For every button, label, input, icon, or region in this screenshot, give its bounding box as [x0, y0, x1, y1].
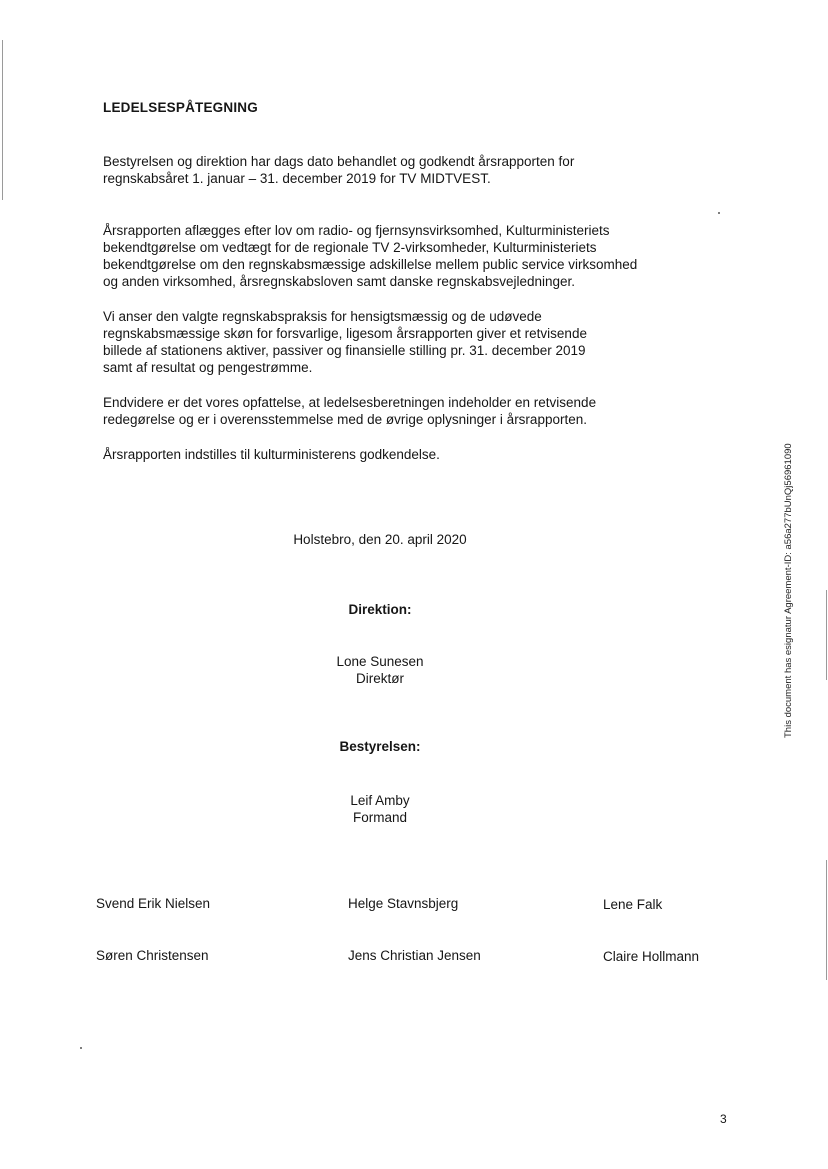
direction-heading: Direktion:: [348, 602, 412, 617]
board-member: Jens Christian Jensen: [348, 948, 481, 963]
board-chair-name: Leif Amby: [350, 793, 410, 808]
board-member: Lene Falk: [603, 897, 663, 912]
scan-edge-right-lower: [826, 860, 827, 980]
board-member: Svend Erik Nielsen: [96, 896, 211, 911]
paragraph-approval: Bestyrelsen og direktion har dags dato behandlet og godkendt årsrapporten for regnskabsåret 1. januar – 31. december 2019 for TV MIDTVEST.: [103, 154, 575, 186]
paragraph-recommendation: Årsrapporten indstilles til kulturministerens godkendelse.: [103, 447, 440, 462]
direction-role: Direktør: [356, 671, 404, 686]
paragraph-legal-basis: Årsrapporten aflægges efter lov om radio- og fjernsynsvirksomhed, Kulturministeriets bekendtgørelse om vedtægt for de regionale TV 2-virksomheder, Kulturministeriets bekendtgørelse om den regnskabsmæssige adskillelse mellem public service virksomhed og anden virksomhed, årsregnskabsloven samt danske regnskabsvejledninger.: [103, 223, 638, 289]
esignature-agreement-note: This document has esignatur Agreement-ID: a56a277bUnQj56961090: [783, 443, 794, 738]
scan-edge-right: [826, 590, 827, 680]
direction-signatory: [180, 653, 580, 687]
board-member: Søren Christensen: [96, 948, 209, 963]
scan-edge-left: [2, 40, 3, 200]
page-number: 3: [720, 1112, 727, 1126]
page-title: LEDELSESPÅTEGNING: [103, 100, 258, 115]
board-member: Helge Stavnsbjerg: [348, 896, 459, 911]
scan-speck: [718, 212, 720, 214]
board-chair: [180, 792, 580, 826]
paragraph-accounting-policy: Vi anser den valgte regnskabspraksis for hensigtsmæssig og de udøvede regnskabsmæssige skøn for forsvarlige, ligesom årsrapporten giver et retvisende billede af stationens aktiver, passiver og finansielle stilling pr. 31. december 2019 samt af resultat og pengestrømme.: [103, 309, 587, 375]
paragraph-management-review: Endvidere er det vores opfattelse, at ledelsesberetningen indeholder en retvisende redegørelse og er i overensstemmelse med de øvrige oplysninger i årsrapporten.: [103, 395, 597, 427]
board-member: Claire Hollmann: [603, 949, 700, 964]
direction-name: Lone Sunesen: [336, 654, 424, 669]
scan-speck: [80, 1047, 82, 1049]
place-date: Holstebro, den 20. april 2020: [293, 532, 467, 547]
board-heading: Bestyrelsen:: [339, 739, 421, 754]
board-chair-role: Formand: [352, 810, 408, 825]
